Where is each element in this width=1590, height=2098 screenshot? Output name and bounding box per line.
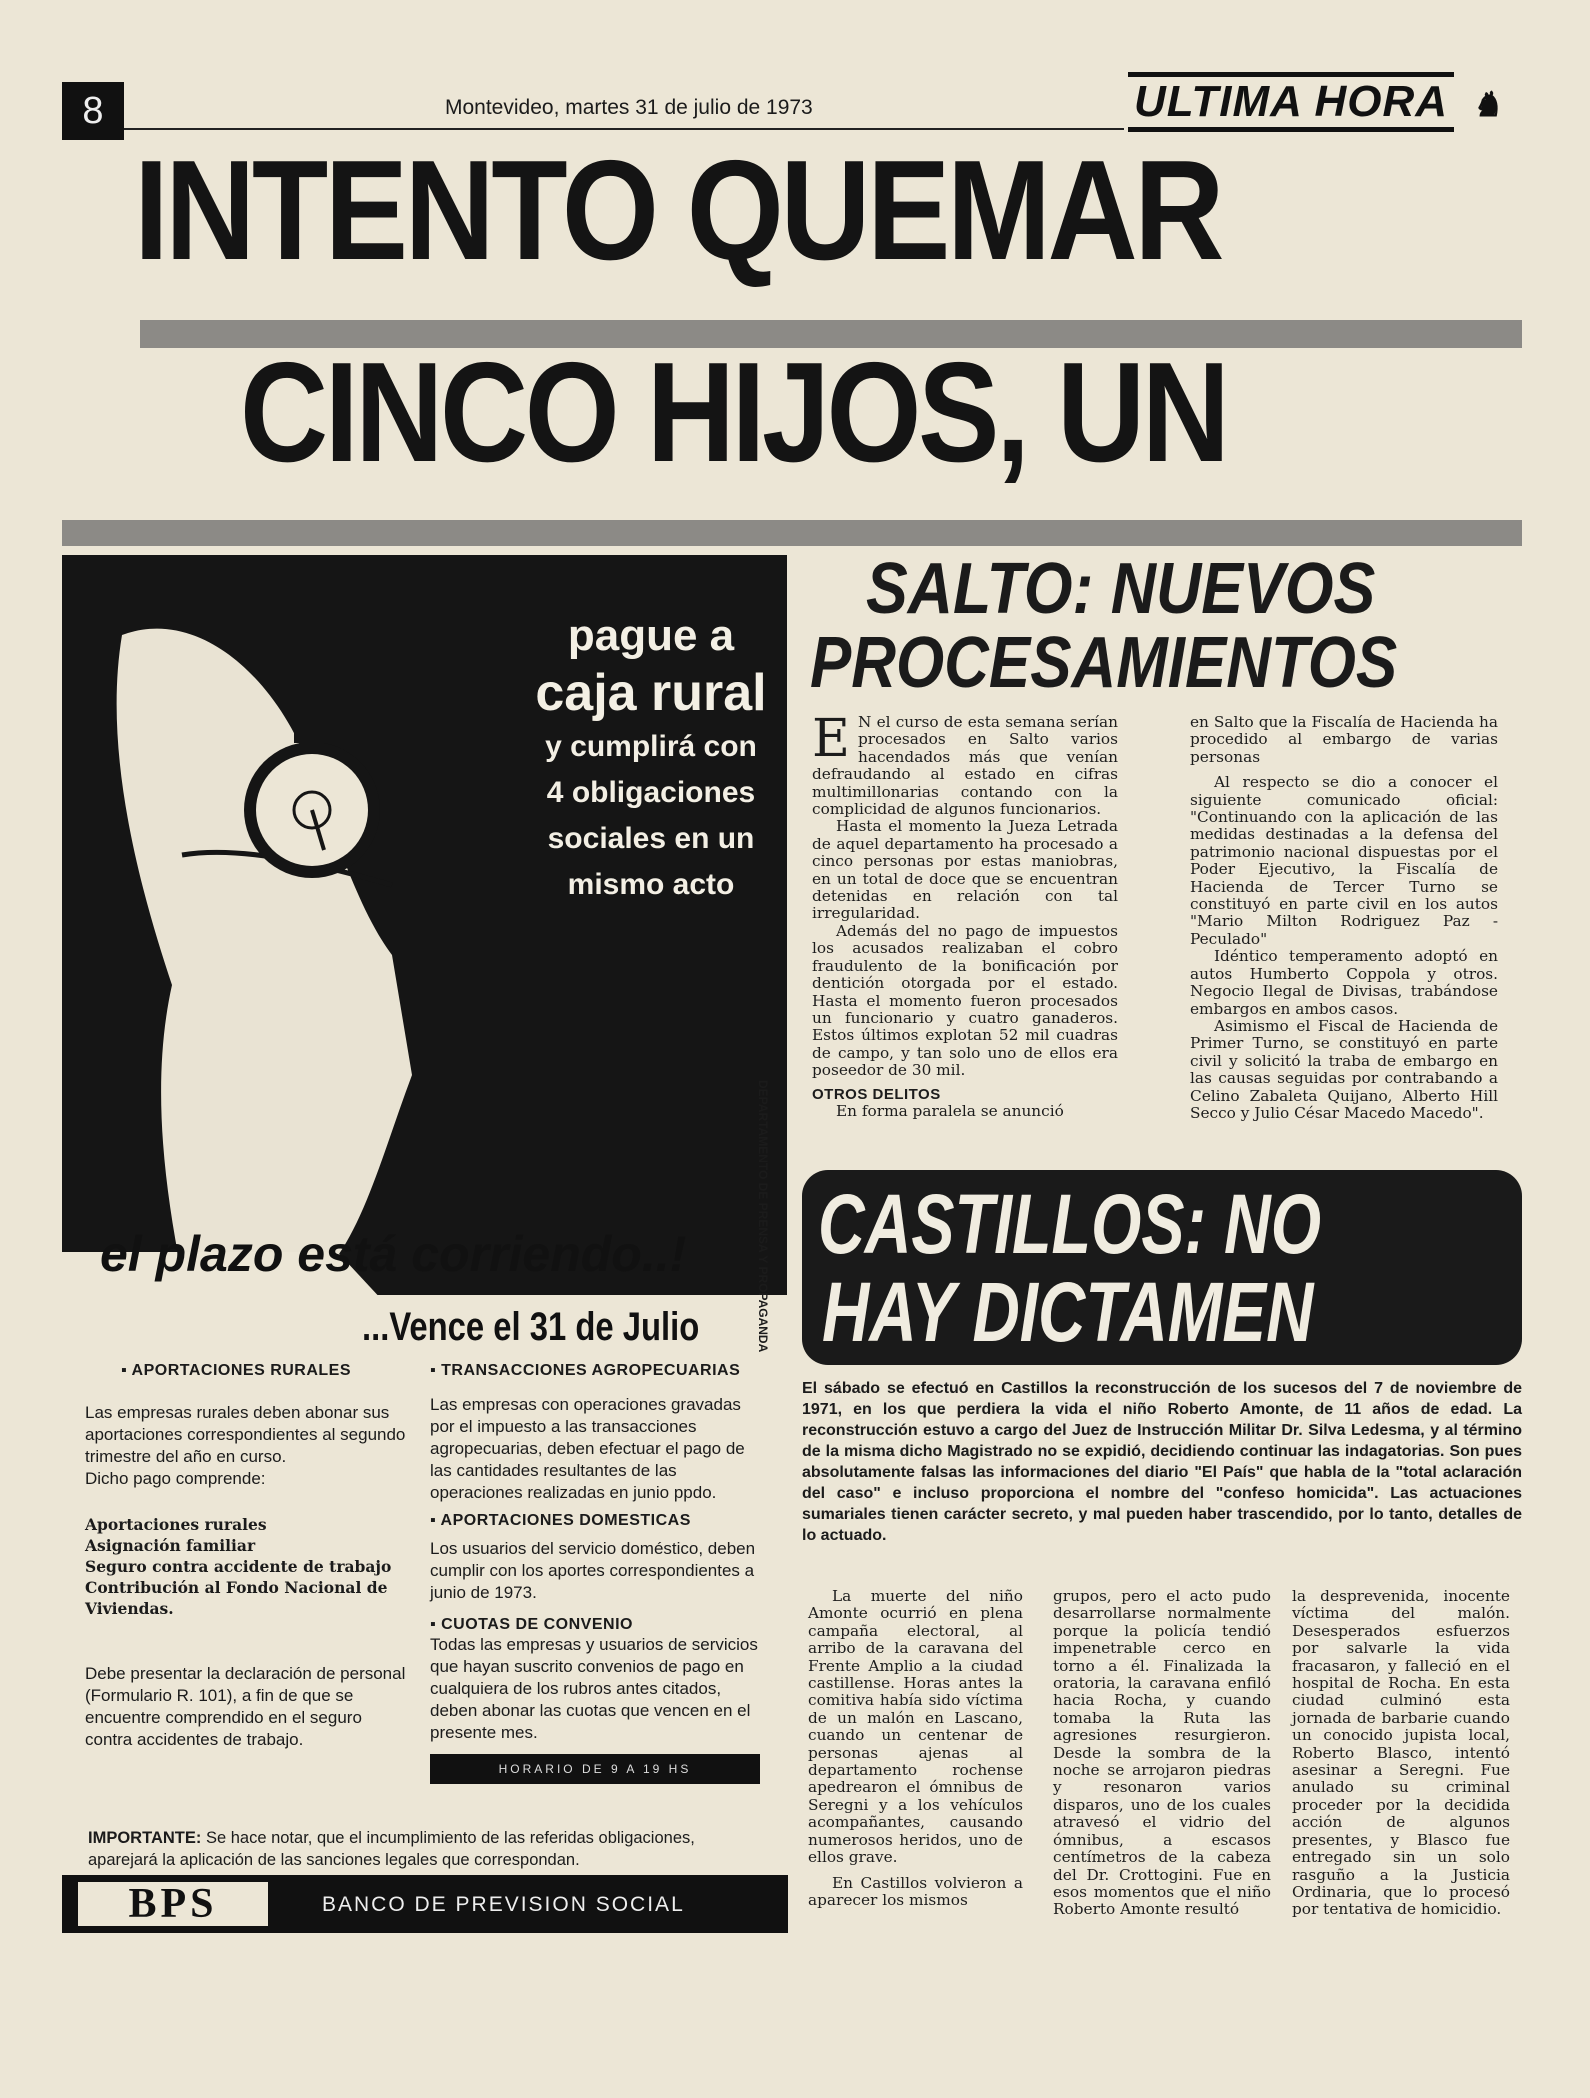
ad-slogan <box>520 610 782 908</box>
salto-subhead: OTROS DELITOS <box>812 1085 941 1103</box>
salto-paragraph: En forma paralela se anunció <box>836 1101 1064 1120</box>
castillos-title-1: CASTILLOS: NO <box>818 1177 1322 1271</box>
ad-important-label: IMPORTANTE: <box>88 1829 202 1847</box>
salto-paragraph: Hasta el momento la Jueza Letrada de aquel departamento ha procesado a cinco personas por estas maniobras, en un total de doce que se encuentran detenidas en relación con tal irregularidad. <box>812 817 1118 923</box>
horse-rider-icon: ♞ <box>1471 86 1503 124</box>
salto-paragraph: en Salto que la Fiscalía de Hacienda ha procedido al embargo de varias personas <box>1190 713 1498 766</box>
ad-slogan-line: 4 obligaciones <box>546 776 756 809</box>
ad-right-heading-row: ▪ CUOTAS DE CONVENIO <box>430 1616 633 1633</box>
ad-hours-bar: HORARIO DE 9 A 19 HS <box>430 1754 760 1784</box>
ad-heading-transacciones: TRANSACCIONES AGROPECUARIAS <box>441 1362 741 1379</box>
ad-right-text1: Las empresas con operaciones gravadas por el impuesto a las transacciones agropecuarias, deben efectuar el pago de las cantidades resultantes de las operaciones realizadas en junio ppdo. <box>430 1395 745 1502</box>
ad-right-text2: Los usuarios del servicio doméstico, deben cumplir con los aportes correspondientes a junio de 1973. <box>430 1539 756 1602</box>
ad-left-intro: Las empresas rurales deben abonar sus aportaciones correspondientes al segundo trimestre del año en curso. <box>85 1403 406 1466</box>
ad-important <box>88 1827 758 1871</box>
salto-title-1: SALTO: NUEVOS <box>866 549 1376 629</box>
ad-credit: DEPARTAMENTO DE PRENSA Y PROPAGANDA <box>756 1080 770 1353</box>
ad-slogan-line: sociales en un <box>547 822 755 855</box>
page-number: 8 <box>62 82 124 140</box>
castillos-lead: El sábado se efectuó en Castillos la reconstrucción de los sucesos del 7 de noviembre de 1971, en los que perdiera la vida el niño Roberto Amonte, de 11 años de edad. La reconstrucción estuvo a cargo del Juez de Instrucción Militar Dr. Silva Ledesma, y al término de la misma dicho Magistrado no se expidió, decidiendo continuar las indagatorias. Son pues absolutamente falsas las informaciones del diario "El País" que habla de la "total aclaración del caso" e incluso proporciona el nombre del "confeso homicida". Las actuaciones sumariales tienen carácter secreto, y mal pueden haber trascendido, por lo tanto, detalles de lo actuado. <box>802 1380 1522 1544</box>
bps-logo: BPS <box>78 1882 268 1926</box>
salto-paragraph: Al respecto se dio a conocer el siguiente comunicado oficial: "Continuando con la aplicación de las medidas destinadas a la defensa del patrimonio nacional dispuestas por el Poder Ejecutivo, la Fiscalía de Hacienda de Tercer Turno se constituyó en parte civil en los autos "Mario Milton Rodriguez Paz - Peculado" <box>1190 773 1498 948</box>
salto-dropcap: E <box>812 709 850 769</box>
ad-item: Contribución al Fondo Nacional de Viviendas. <box>85 1578 388 1618</box>
ad-slogan-line: pague a <box>567 611 735 660</box>
ad-item: Seguro contra accidente de trabajo <box>85 1557 392 1576</box>
masthead-logo <box>1128 72 1523 130</box>
ad-item: Asignación familiar <box>85 1536 256 1555</box>
ad-heading-cuotas: CUOTAS DE CONVENIO <box>441 1616 633 1633</box>
ad-item: Aportaciones rurales <box>85 1515 267 1534</box>
castillos-column-3 <box>1292 1588 1510 1919</box>
ad-slogan-line: y cumplirá con <box>545 730 757 763</box>
headline-line-1: INTENTO QUEMAR <box>134 131 1221 290</box>
dateline: Montevideo, martes 31 de julio de 1973 <box>445 96 813 119</box>
castillos-paragraph: La muerte del niño Amonte ocurrió en plena campaña electoral, al arribo de la caravana del Frente Amplio a la ciudad castillense. Horas antes la comitiva había sido víctima de un malón en Lascano, cuando un centenar de personas ajenas al departamento rochense apedrearon el ómnibus de Seregni y a los vehículos acompañantes, causando numerosos heridos, uno de ellos grave. <box>808 1587 1023 1867</box>
ad-right-column <box>430 1362 760 1784</box>
ad-right-text3: Todas las empresas y usuarios de servicios que hayan suscrito convenios de pago en cualquiera de los rubros antes citados, deben abonar las cuotas que vencen en el presente mes. <box>430 1635 758 1742</box>
salto-paragraph: Asimismo el Fiscal de Hacienda de Primer Turno, se constituyó en parte civil y solicitó la traba de embargo en las causas seguidas por contrabando a Celino Zabaleta Quijano, Alberto Hill Secco y Julio César Macedo Macedo". <box>1190 1016 1498 1122</box>
castillos-paragraph: la desprevenida, inocente víctima del malón. Desesperados esfuerzos por salvarle la vida fracasaron, y falleció en el hospital de Rocha. En esta ciudad culminó esta jornada de barbarie cuando un conocido jupista local, Roberto Blasco, intentó asesinar a Seregni. Fue anulado su criminal proceder por la decidida acción de algunos presentes, y Blasco fue entregado sin un solo rasguño a la Justicia Ordinaria, que lo procesó por tentativa de homicidio. <box>1292 1587 1510 1919</box>
ad-tagline: el plazo está corriendo..! <box>100 1226 687 1282</box>
salto-paragraph: Idéntico temperamento adoptó en autos Humberto Coppola y otros. Negocio Ilegal de Divisas, trabándose embargos en ambos casos. <box>1190 947 1498 1018</box>
castillos-paragraph: En Castillos volvieron a aparecer los mismos <box>808 1873 1023 1909</box>
castillos-column-2 <box>1053 1588 1271 1919</box>
header-rule <box>124 128 1124 130</box>
ad-left-note: Debe presentar la declaración de personal (Formulario R. 101), a fin de que se encuentre comprendido en el seguro contra accidentes de trabajo. <box>85 1664 406 1749</box>
ad-right-heading-row: ▪ APORTACIONES DOMESTICAS <box>430 1512 691 1529</box>
headline-divider-2 <box>62 520 1522 546</box>
salto-column-1 <box>812 709 1118 1120</box>
ad-left-includes: Dicho pago comprende: <box>85 1469 266 1488</box>
ad-slogan-line: caja rural <box>535 664 767 722</box>
ad-right-heading-row: ▪ TRANSACCIONES AGROPECUARIAS <box>430 1362 741 1379</box>
logo-text: ULTIMA HORA <box>1128 72 1454 132</box>
headline-line-2: CINCO HIJOS, UN <box>240 333 1227 492</box>
ad-deadline: ...Vence el 31 de Julio <box>362 1305 700 1349</box>
ad-important-text: Se hace notar, que el incumplimiento de las referidas obligaciones, aparejará la aplicación de las sanciones legales que correspondan. <box>88 1829 695 1869</box>
ad-heading-aportaciones-rurales: APORTACIONES RURALES <box>131 1362 352 1379</box>
ad-left-column <box>85 1362 410 1751</box>
salto-paragraph: Además del no pago de impuestos los acusados realizaban el cobro fraudulento de la bonificación por dentición otorgada por el estado. Hasta el momento fueron procesados un funcionario y cuatro ganaderos. Estos últimos explotan 52 mil cuadras de campo, y tan solo uno de ellos era poseedor de 30 mil. <box>812 921 1118 1080</box>
salto-title-2: PROCESAMIENTOS <box>810 623 1398 703</box>
ad-left-heading-row: ▪ APORTACIONES RURALES <box>121 1362 352 1379</box>
salto-column-2 <box>1190 714 1498 1122</box>
ad-left-items <box>85 1514 410 1619</box>
hand-stopwatch-illustration <box>62 555 562 1275</box>
ad-heading-domesticas: APORTACIONES DOMESTICAS <box>440 1512 691 1529</box>
ad-slogan-line: mismo acto <box>567 868 735 901</box>
bank-name: BANCO DE PREVISION SOCIAL <box>322 1893 685 1916</box>
salto-paragraph: N el curso de esta semana serían procesados en Salto varios hacendados más que venían defraudando al estado en cifras multimillonarias contando con la complicidad de algunos funcionarios. <box>812 713 1118 819</box>
castillos-column-1 <box>808 1588 1023 1909</box>
castillos-title-2: HAY DICTAMEN <box>822 1265 1314 1359</box>
castillos-paragraph: grupos, pero el acto pudo desarrollarse normalmente porque la policía tendió impenetrable cerco en torno a él. Finalizada la oratoria, la caravana enfiló hacia Rocha, y cuando tomaba la Ruta las agresiones resurgieron. Desde la sombra de la noche se arrojaron piedras y resonaron varios disparos, uno de los cuales atravesó el vidrio del ómnibus, a escasos centímetros de la cabeza del Dr. Crottogini. Fue en esos momentos que el niño Roberto Amonte resultó <box>1053 1587 1271 1919</box>
